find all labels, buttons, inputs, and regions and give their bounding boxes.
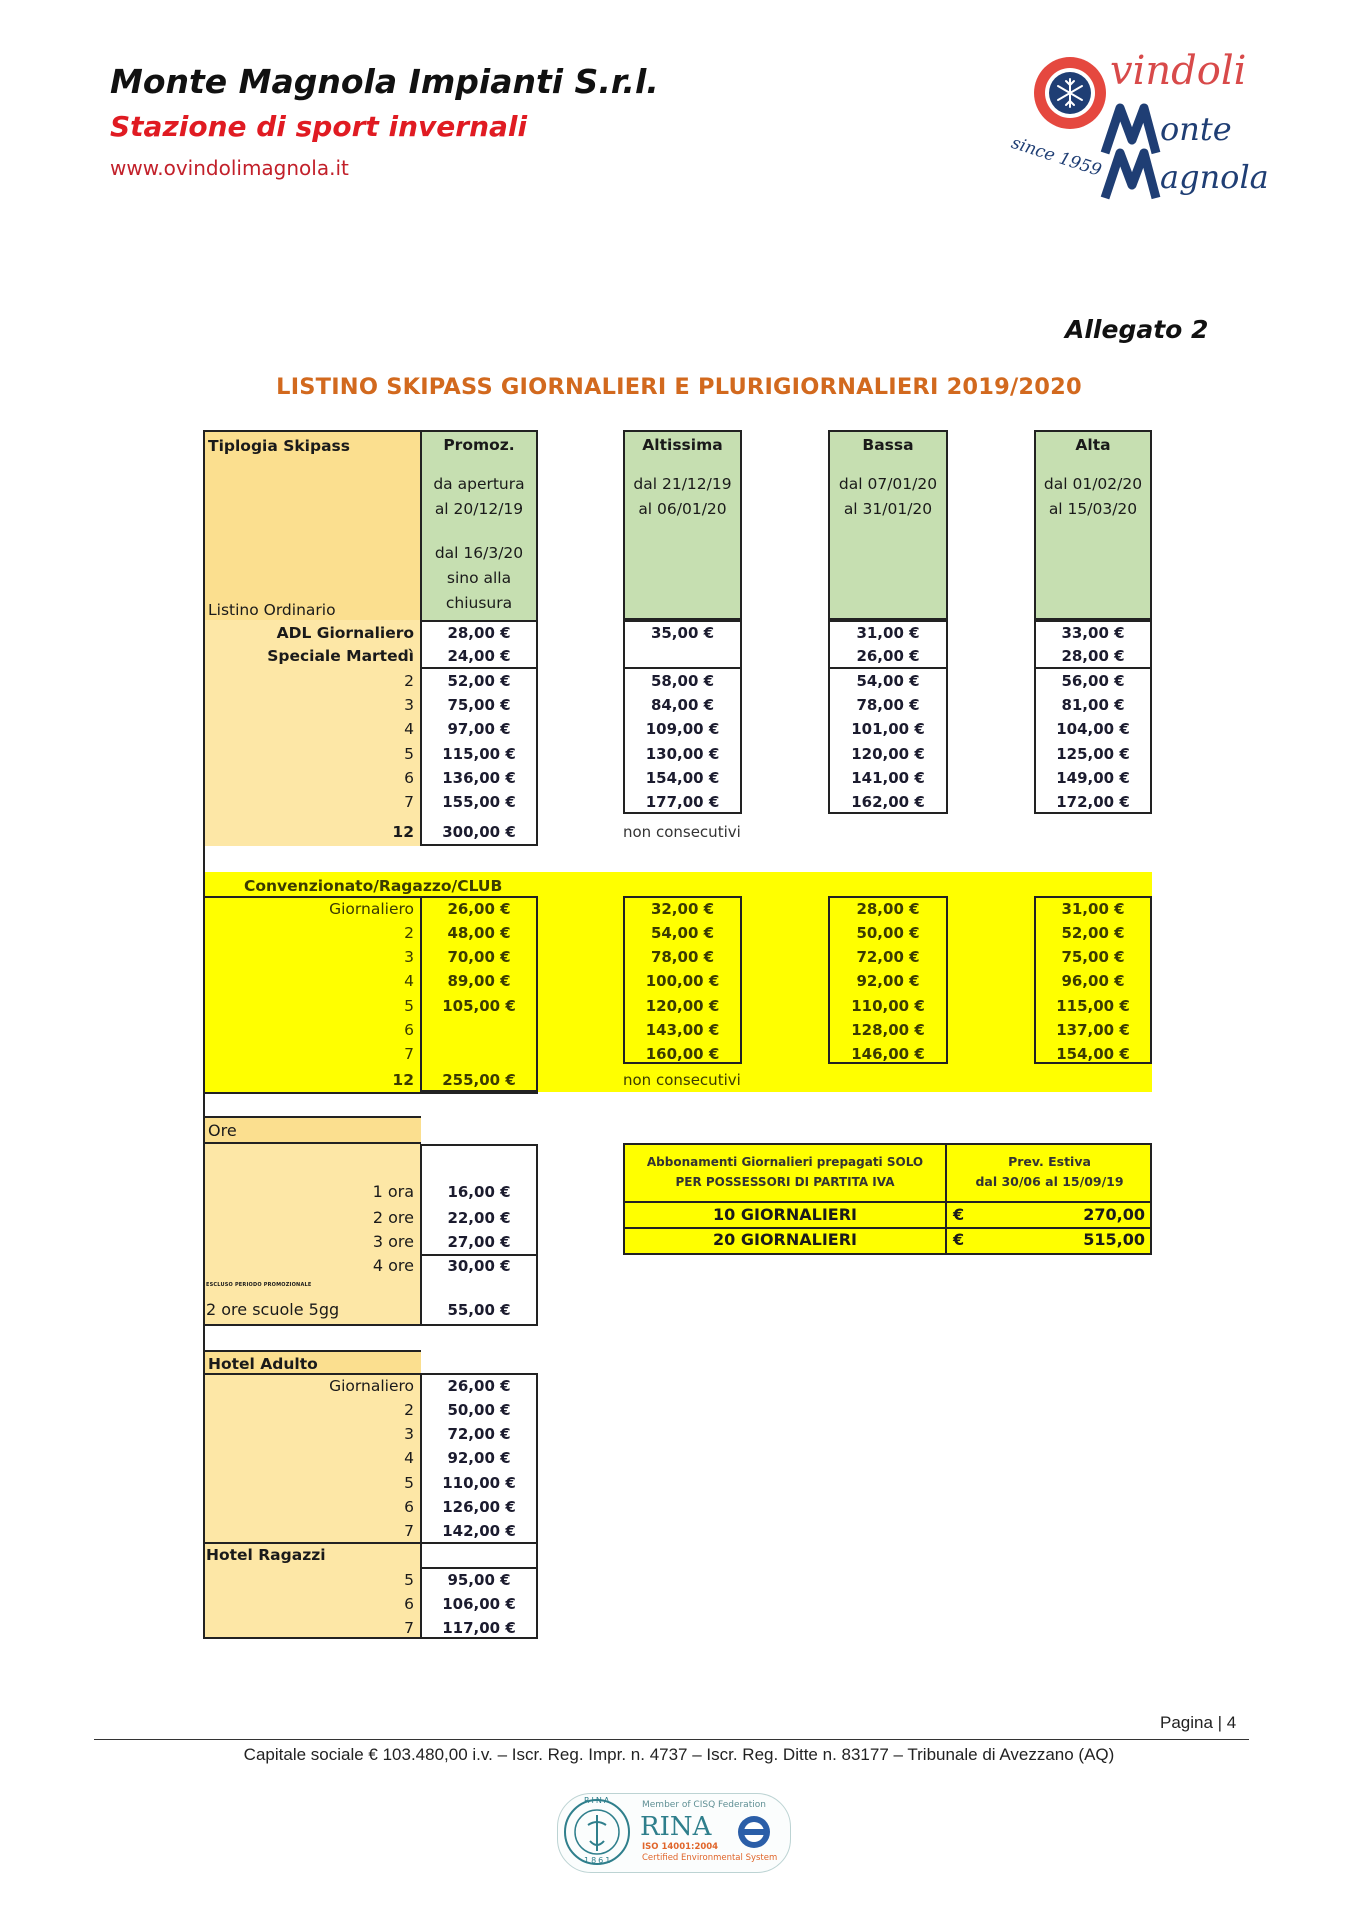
promoz-name: Promoz.	[443, 436, 515, 454]
convenzionato-promoz-price: 26,00 €	[447, 900, 511, 918]
convenzionato-alta-price: 52,00 €	[1061, 924, 1125, 942]
alta-name: Alta	[1075, 436, 1111, 454]
iqnet-badge-icon	[736, 1814, 772, 1850]
ore-scuole-price: 55,00 €	[447, 1301, 511, 1319]
ordinario-row-label: 6	[404, 769, 414, 787]
ordinario-promoz-price: 155,00 €	[442, 793, 516, 811]
hotel-adulto-row-price: 126,00 €	[442, 1498, 516, 1516]
abbonamenti-header-right-2: dal 30/06 al 15/09/19	[975, 1174, 1124, 1189]
hotel-adulto-row-price: 50,00 €	[447, 1401, 511, 1419]
hotel-adulto-row-price: 92,00 €	[447, 1449, 511, 1467]
hotel-adulto-row-label: 6	[404, 1498, 414, 1516]
ordinario-altissima-price: 177,00 €	[645, 793, 720, 811]
convenzionato-12-price: 255,00 €	[442, 1071, 516, 1089]
convenzionato-bottom-line	[203, 1092, 538, 1094]
hotel-adulto-row-label: 5	[404, 1474, 414, 1492]
ordinario-alta-price: 172,00 €	[1056, 793, 1130, 811]
promoz-line1: da apertura	[433, 475, 525, 493]
convenzionato-bassa-price: 28,00 €	[856, 900, 920, 918]
convenzionato-row-label: 2	[404, 924, 414, 942]
hotel-adulto-header	[203, 1350, 421, 1374]
hotel-ragazzi-row-label: 5	[404, 1571, 414, 1589]
ordinario-promoz-price: 24,00 €	[447, 647, 511, 665]
convenzionato-altissima-price: 100,00 €	[645, 972, 720, 990]
company-name: Monte Magnola Impianti S.r.l.	[110, 62, 659, 101]
section-spacer	[203, 846, 213, 872]
bassa-name: Bassa	[862, 436, 914, 454]
hotel-adulto-row-label: 2	[404, 1401, 414, 1419]
footer-legal-text: Capitale sociale € 103.480,00 i.v. – Iscr. Reg. Impr. n. 4737 – Iscr. Reg. Ditte n. 83177 – Tribunale di Avezzano (AQ)	[243, 1745, 1115, 1764]
altissima-header	[623, 430, 742, 538]
ore-title: Ore	[208, 1121, 237, 1140]
company-subtitle: Stazione di sport invernali	[110, 110, 528, 143]
convenzionato-promoz-price: 105,00 €	[442, 997, 516, 1015]
ordinario-promoz-price: 136,00 €	[442, 769, 516, 787]
iso-description: Certified Environmental System	[642, 1853, 778, 1863]
ore-row-price: 16,00 €	[447, 1183, 511, 1201]
hotel-ragazzi-title: Hotel Ragazzi	[206, 1546, 326, 1564]
ordinario-12-price: 300,00 €	[442, 823, 516, 841]
hotel-spacer	[203, 1326, 213, 1350]
listino-ordinario-label: Listino Ordinario	[208, 601, 336, 619]
alta-header	[1034, 430, 1152, 538]
abbonamenti-row-price: 270,00	[1083, 1205, 1145, 1224]
ore-note: ESCLUSO PERIODO PROMOZIONALE	[206, 1282, 312, 1288]
tipologia-header	[203, 430, 421, 620]
ore-row-price: 27,00 €	[447, 1233, 511, 1251]
ordinario-12-label: 12	[392, 823, 414, 841]
convenzionato-row-label: 6	[404, 1021, 414, 1039]
ordinario-alta-price: 81,00 €	[1061, 696, 1125, 714]
logo-word-agnola: agnola	[1160, 158, 1269, 196]
convenzionato-bassa-price: 50,00 €	[856, 924, 920, 942]
ordinario-row-label: Speciale Martedì	[267, 647, 414, 665]
hotel-ragazzi-row-label: 6	[404, 1595, 414, 1613]
convenzionato-altissima-price: 78,00 €	[650, 948, 715, 966]
hotel-adulto-row-label: 3	[404, 1425, 414, 1443]
ordinario-bassa-price: 31,00 €	[856, 624, 920, 642]
convenzionato-altissima-price: 160,00 €	[645, 1045, 720, 1063]
page-number: Pagina | 4	[1160, 1713, 1237, 1732]
convenzionato-alta-price: 115,00 €	[1056, 997, 1130, 1015]
document-title: LISTINO SKIPASS GIORNALIERI E PLURIGIORNALIERI 2019/2020	[276, 374, 1082, 400]
ore-spacer	[203, 1092, 213, 1116]
ordinario-alta-price: 28,00 €	[1061, 647, 1125, 665]
convenzionato-alta-price: 75,00 €	[1061, 948, 1125, 966]
altissima-name: Altissima	[642, 436, 723, 454]
ordinario-alta-price: 33,00 €	[1061, 624, 1125, 642]
convenzionato-row-label: 3	[404, 948, 414, 966]
hotel-adulto-row-label: 7	[404, 1522, 414, 1540]
hotel-adulto-row-label: 4	[404, 1449, 414, 1467]
ordinario-altissima-price: 84,00 €	[650, 696, 715, 714]
company-website[interactable]: www.ovindolimagnola.it	[110, 156, 349, 180]
convenzionato-bassa-price: 92,00 €	[856, 972, 920, 990]
ordinario-promoz-price: 28,00 €	[447, 624, 511, 642]
hotel-ragazzi-gap	[420, 1543, 538, 1567]
abbonamenti-row-currency: €	[953, 1205, 965, 1224]
abbonamenti-row-currency: €	[953, 1230, 965, 1249]
ore-row-price: 30,00 €	[447, 1257, 511, 1275]
convenzionato-row-label: 4	[404, 972, 414, 990]
ordinario-alta-price: 104,00 €	[1056, 720, 1130, 738]
ordinario-altissima-price: 58,00 €	[650, 672, 715, 690]
ore-row-price: 22,00 €	[447, 1209, 511, 1227]
ordinario-altissima-price: 109,00 €	[645, 720, 720, 738]
abbonamenti-header-left: Abbonamenti Giornalieri prepagati SOLO PER POSSESSORI DI PARTITA IVA	[646, 1155, 924, 1189]
allegato-label: Allegato 2	[1065, 315, 1209, 344]
ordinario-alta-price: 149,00 €	[1056, 769, 1130, 787]
altissima-subheader	[623, 536, 742, 620]
convenzionato-promoz-price: 89,00 €	[447, 972, 511, 990]
ordinario-altissima-price: 130,00 €	[645, 745, 720, 763]
ovindoli-logo	[1010, 48, 1280, 208]
ordinario-row-label: 7	[404, 793, 414, 811]
convenzionato-promoz-price: 70,00 €	[447, 948, 511, 966]
bassa-subheader	[828, 536, 948, 620]
bassa-line2: al 31/01/20	[843, 500, 933, 518]
ordinario-row-label: 2	[404, 672, 414, 690]
rina-seal-text: RINA	[584, 1796, 612, 1805]
alta-subheader	[1034, 536, 1152, 620]
convenzionato-row-label: Giornaliero	[329, 900, 414, 918]
ore-row-label: 1 ora	[372, 1182, 414, 1201]
abbonamenti-row-label: 10 GIORNALIERI	[713, 1205, 857, 1224]
ordinario-alta-price: 56,00 €	[1061, 672, 1125, 690]
tipologia-label: Tiplogia Skipass	[208, 437, 350, 455]
promoz-subheader	[420, 536, 538, 620]
convenzionato-bassa-price: 146,00 €	[851, 1045, 925, 1063]
ordinario-row-label: ADL Giornaliero	[276, 624, 414, 642]
ordinario-row-label: 5	[404, 745, 414, 763]
logo-word-onte: onte	[1160, 110, 1232, 148]
promoz-header	[420, 430, 538, 538]
ordinario-altissima-price: 154,00 €	[645, 769, 720, 787]
promoz-extra3: chiusura	[445, 594, 513, 612]
ordinario-bassa-price: 54,00 €	[856, 672, 920, 690]
ore-header	[203, 1116, 421, 1144]
hotel-adulto-row-label: Giornaliero	[329, 1377, 414, 1395]
ordinario-bassa-price: 162,00 €	[851, 793, 925, 811]
rina-certification-badge	[557, 1793, 791, 1873]
abbonamenti-row-label: 20 GIORNALIERI	[713, 1230, 857, 1249]
hotel-ragazzi-row-price: 106,00 €	[442, 1595, 516, 1613]
ordinario-promoz-price: 97,00 €	[447, 720, 511, 738]
ordinario-bassa-price: 78,00 €	[856, 696, 920, 714]
convenzionato-row-label: 7	[404, 1045, 414, 1063]
convenzionato-bassa-price: 72,00 €	[856, 948, 920, 966]
convenzionato-title: Convenzionato/Ragazzo/CLUB	[244, 877, 503, 895]
convenzionato-12-label: 12	[392, 1071, 414, 1089]
convenzionato-altissima-price: 32,00 €	[650, 900, 715, 918]
altissima-line2: al 06/01/20	[638, 500, 727, 518]
ordinario-promoz-price: 75,00 €	[447, 696, 511, 714]
convenzionato-altissima-price: 54,00 €	[650, 924, 715, 942]
promoz-extra1: dal 16/3/20	[434, 544, 524, 562]
cisq-member: Member of CISQ Federation	[642, 1800, 766, 1810]
ordinario-bassa-price: 141,00 €	[851, 769, 925, 787]
ordinario-12-note: non consecutivi	[623, 823, 741, 841]
ordinario-row-label: 3	[404, 696, 414, 714]
hotel-adulto-row-price: 110,00 €	[442, 1474, 516, 1492]
hotel-adulto-row-price: 142,00 €	[442, 1522, 516, 1540]
ordinario-row-label: 4	[404, 720, 414, 738]
convenzionato-altissima-price: 143,00 €	[645, 1021, 720, 1039]
convenzionato-alta-price: 154,00 €	[1056, 1045, 1130, 1063]
ordinario-altissima-price: 35,00 €	[650, 624, 715, 642]
convenzionato-12-note: non consecutivi	[623, 1071, 741, 1089]
convenzionato-alta-price: 31,00 €	[1061, 900, 1125, 918]
hotel-adulto-title: Hotel Adulto	[208, 1355, 318, 1373]
hotel-ragazzi-row-label: 7	[404, 1619, 414, 1637]
hotel-adulto-row-price: 26,00 €	[447, 1377, 511, 1395]
promoz-line2: al 20/12/19	[434, 500, 524, 518]
hotel-ragazzi-row-price: 95,00 €	[447, 1571, 511, 1589]
hotel-ragazzi-row-price: 117,00 €	[442, 1619, 516, 1637]
iso-standard: ISO 14001:2004	[642, 1842, 719, 1852]
ordinario-bassa-price: 120,00 €	[851, 745, 925, 763]
convenzionato-bassa-price: 110,00 €	[851, 997, 925, 1015]
ordinario-promoz-price: 115,00 €	[442, 745, 516, 763]
convenzionato-alta-price: 96,00 €	[1061, 972, 1125, 990]
abbonamenti-row-price: 515,00	[1083, 1230, 1145, 1249]
footer-divider	[94, 1739, 1249, 1740]
bassa-line1: dal 07/01/20	[838, 475, 938, 493]
convenzionato-promoz-price: 48,00 €	[447, 924, 511, 942]
ore-row-label: 4 ore	[372, 1256, 414, 1275]
alta-line2: al 15/03/20	[1048, 500, 1138, 518]
hotel-adulto-row-price: 72,00 €	[447, 1425, 511, 1443]
ore-row-label: 2 ore	[372, 1208, 414, 1227]
ordinario-alta-price: 125,00 €	[1056, 745, 1130, 763]
rina-brand: RINA	[640, 1812, 712, 1842]
logo-since: since 1959	[1008, 133, 1104, 181]
rina-seal-year: 1861	[584, 1856, 613, 1865]
convenzionato-altissima-price: 120,00 €	[645, 997, 720, 1015]
promoz-extra2: sino alla	[446, 569, 512, 587]
logo-word-vindoli: vindoli	[1110, 48, 1247, 94]
altissima-line1: dal 21/12/19	[633, 475, 732, 493]
ordinario-promoz-price: 52,00 €	[447, 672, 511, 690]
alta-line1: dal 01/02/20	[1043, 475, 1143, 493]
ore-row-label: 3 ore	[372, 1232, 414, 1251]
ordinario-bassa-price: 26,00 €	[856, 647, 920, 665]
ordinario-bassa-price: 101,00 €	[851, 720, 925, 738]
convenzionato-alta-price: 137,00 €	[1056, 1021, 1130, 1039]
convenzionato-bassa-price: 128,00 €	[851, 1021, 925, 1039]
convenzionato-row-label: 5	[404, 997, 414, 1015]
bassa-header	[828, 430, 948, 538]
ore-scuole-label: 2 ore scuole 5gg	[206, 1300, 340, 1319]
abbonamenti-header-right-1: Prev. Estiva	[1008, 1154, 1091, 1169]
